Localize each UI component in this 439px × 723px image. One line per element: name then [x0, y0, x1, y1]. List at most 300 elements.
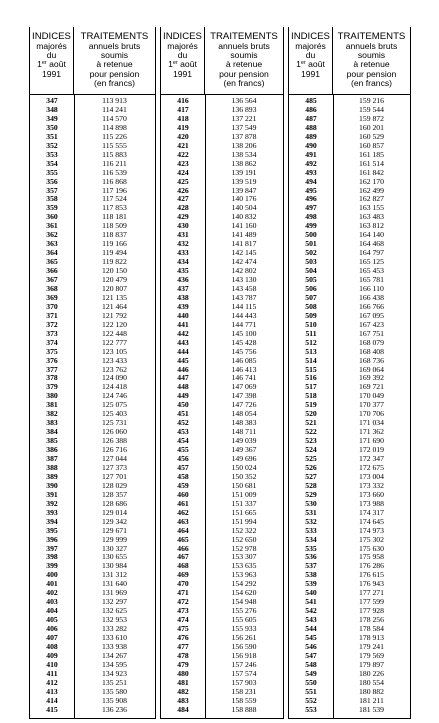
- index-cell: 415: [46, 704, 58, 714]
- index-cell: 360: [46, 212, 58, 222]
- index-cell: 357: [46, 185, 58, 195]
- traitement-cell: 136 893: [231, 104, 257, 114]
- index-cell: 421: [177, 140, 189, 150]
- index-cell: 464: [177, 525, 189, 535]
- traitement-cell: 119 166: [102, 239, 127, 249]
- traitement-cell: 122 120: [102, 319, 127, 329]
- traitement-cell: 169 064: [359, 364, 384, 374]
- index-cell: 544: [305, 624, 317, 634]
- index-cell: 547: [305, 650, 317, 660]
- traitements-title: TRAITEMENTS: [337, 31, 406, 42]
- traitement-cell: 114 898: [102, 122, 127, 132]
- traitement-cell: 135 251: [102, 677, 127, 687]
- traitement-cell: 149 367: [231, 445, 257, 455]
- index-cell: 359: [46, 203, 58, 213]
- indices-line: majorés: [36, 41, 67, 51]
- index-cell: 499: [305, 221, 317, 231]
- indices-line: du: [305, 50, 316, 61]
- index-cell: 467: [177, 552, 189, 562]
- traitement-cell: 124 746: [102, 391, 127, 401]
- traitement-cell: 132 953: [102, 615, 127, 625]
- index-cell: 482: [177, 686, 189, 696]
- index-cell: 552: [305, 695, 317, 705]
- traitements-line: annuels bruts: [218, 41, 270, 51]
- index-cell: 409: [46, 650, 58, 660]
- traitement-cell: 178 256: [359, 615, 384, 625]
- traitement-cell: 117 853: [102, 203, 127, 213]
- traitements-line: à retenue: [353, 59, 390, 70]
- index-cell: 515: [305, 364, 317, 374]
- traitement-cell: 166 110: [359, 283, 384, 293]
- index-cell: 365: [46, 257, 58, 267]
- table-block: [288, 27, 411, 719]
- index-cell: 438: [177, 292, 189, 302]
- traitement-cell: 121 792: [102, 310, 127, 320]
- index-cell: 401: [46, 579, 58, 589]
- index-cell: 394: [46, 516, 58, 526]
- traitement-cell: 159 544: [359, 104, 384, 114]
- index-cell: 529: [305, 489, 317, 499]
- index-cell: 366: [46, 266, 58, 276]
- traitement-cell: 135 908: [102, 695, 127, 705]
- traitement-cell: 141 489: [231, 230, 257, 240]
- traitement-cell: 155 605: [231, 615, 257, 625]
- traitement-cell: 127 044: [102, 454, 127, 463]
- traitement-cell: 149 696: [231, 454, 257, 463]
- index-cell: 371: [46, 310, 58, 320]
- index-cell: 380: [46, 391, 58, 401]
- traitement-cell: 147 398: [231, 391, 257, 401]
- traitement-cell: 162 499: [359, 185, 384, 195]
- index-cell: 489: [305, 131, 317, 141]
- traitement-cell: 138 534: [231, 149, 257, 159]
- index-cell: 417: [177, 104, 189, 114]
- traitement-cell: 170 706: [359, 409, 384, 419]
- traitement-cell: 134 923: [102, 668, 127, 678]
- traitement-cell: 120 807: [102, 283, 127, 293]
- index-cell: 523: [305, 436, 317, 446]
- traitements-header: [333, 27, 410, 94]
- traitements-line: annuels bruts: [88, 41, 141, 51]
- table-block: [29, 27, 156, 719]
- traitement-cell: 139 519: [231, 176, 257, 186]
- indices-title: INDICES: [163, 31, 202, 42]
- index-cell: 545: [305, 633, 317, 642]
- index-cell: 422: [177, 149, 189, 159]
- traitement-cell: 137 878: [231, 131, 257, 141]
- traitement-cell: 116 868: [102, 176, 127, 186]
- index-cell: 393: [46, 507, 58, 517]
- traitements-line: à retenue: [225, 59, 263, 70]
- traitement-cell: 148 711: [231, 427, 257, 437]
- index-cell: 373: [46, 328, 58, 338]
- traitement-cell: 165 125: [359, 257, 384, 267]
- traitement-cell: 123 762: [102, 364, 127, 374]
- index-cell: 493: [305, 167, 317, 177]
- traitements-line: pour pension: [219, 68, 269, 79]
- traitement-cell: 174 973: [359, 525, 384, 535]
- traitement-cell: 143 458: [231, 283, 257, 293]
- traitement-cell: 176 943: [359, 579, 384, 589]
- index-cell: 470: [177, 579, 189, 589]
- index-cell: 466: [177, 543, 189, 553]
- traitement-cell: 149 039: [231, 436, 257, 446]
- traitement-cell: 178 913: [359, 633, 384, 642]
- traitement-cell: 123 105: [102, 346, 127, 356]
- index-cell: 437: [177, 283, 189, 293]
- traitement-cell: 130 984: [102, 561, 127, 571]
- index-cell: 385: [46, 436, 58, 446]
- traitement-cell: 171 034: [359, 418, 384, 428]
- ordinal-superscript: er: [300, 60, 306, 67]
- index-cell: 456: [177, 454, 189, 463]
- traitement-cell: 168 408: [359, 346, 384, 356]
- index-cell: 537: [305, 561, 317, 571]
- index-cell: 541: [305, 597, 317, 607]
- index-cell: 451: [177, 409, 189, 419]
- traitement-cell: 175 958: [359, 552, 384, 562]
- traitement-cell: 126 716: [102, 445, 127, 455]
- index-cell: 525: [305, 454, 317, 463]
- indices-header: [30, 27, 74, 94]
- traitement-cell: 139 847: [231, 185, 257, 195]
- traitement-cell: 151 337: [231, 498, 257, 508]
- index-cell: 406: [46, 624, 58, 634]
- index-cell: 546: [305, 641, 317, 651]
- traitement-cell: 124 090: [102, 373, 127, 383]
- traitement-cell: 145 428: [231, 337, 257, 347]
- index-cell: 396: [46, 534, 58, 544]
- traitement-cell: 148 054: [231, 409, 257, 419]
- traitement-cell: 151 994: [231, 516, 257, 526]
- traitement-cell: 174 317: [359, 507, 384, 517]
- index-cell: 361: [46, 221, 58, 231]
- traitement-cell: 133 938: [102, 641, 127, 651]
- index-cell: 506: [305, 283, 317, 293]
- index-cell: 526: [305, 462, 317, 472]
- traitement-cell: 116 539: [102, 167, 127, 177]
- traitement-cell: 150 681: [231, 480, 257, 490]
- traitement-cell: 142 802: [231, 266, 257, 276]
- index-cell: 364: [46, 248, 58, 258]
- traitement-cell: 181 539: [359, 704, 384, 714]
- traitement-cell: 141 817: [231, 239, 257, 249]
- index-cell: 420: [177, 131, 189, 141]
- index-cell: 494: [305, 176, 317, 186]
- index-cell: 503: [305, 257, 317, 267]
- index-cell: 507: [305, 292, 317, 302]
- index-cell: 348: [46, 104, 58, 114]
- index-cell: 349: [46, 113, 58, 123]
- traitement-cell: 119 822: [102, 257, 127, 267]
- traitement-cell: 121 464: [102, 301, 127, 311]
- traitement-cell: 168 736: [359, 355, 384, 365]
- traitement-cell: 146 085: [231, 355, 257, 365]
- index-cell: 508: [305, 301, 317, 311]
- indices-line: majorés: [167, 41, 198, 51]
- traitement-cell: 179 241: [359, 641, 384, 651]
- traitement-cell: 154 620: [231, 588, 257, 598]
- index-cell: 404: [46, 606, 58, 616]
- traitement-cell: 176 286: [359, 561, 384, 571]
- index-cell: 459: [177, 480, 189, 490]
- traitements-line: pour pension: [346, 68, 397, 79]
- index-cell: 497: [305, 203, 317, 213]
- traitement-cell: 177 928: [359, 606, 384, 616]
- index-cell: 532: [305, 516, 317, 526]
- index-cell: 481: [177, 677, 189, 687]
- index-cell: 465: [177, 534, 189, 544]
- traitement-cell: 146 741: [231, 373, 257, 383]
- traitement-cell: 156 590: [231, 641, 257, 651]
- indices-line: 1991: [300, 68, 321, 79]
- index-cell: 362: [46, 230, 58, 240]
- index-cell: 517: [305, 382, 317, 392]
- index-cell: 473: [177, 606, 189, 616]
- traitement-cell: 167 751: [359, 328, 384, 338]
- table-row: [161, 706, 283, 715]
- traitements-line: soumis: [230, 50, 258, 61]
- index-cell: 491: [305, 149, 317, 159]
- index-cell: 553: [305, 704, 317, 714]
- traitement-cell: 161 185: [359, 149, 384, 159]
- traitement-cell: 140 832: [231, 212, 257, 222]
- traitement-cell: 164 468: [359, 239, 384, 249]
- index-cell: 436: [177, 275, 189, 284]
- traitement-cell: 163 483: [359, 212, 384, 222]
- index-cell: 347: [46, 96, 58, 105]
- traitement-cell: 163 812: [359, 221, 384, 231]
- traitement-cell: 130 655: [102, 552, 127, 562]
- index-cell: 443: [177, 337, 189, 347]
- traitement-cell: 127 373: [102, 462, 127, 472]
- traitement-cell: 141 160: [231, 221, 257, 231]
- index-cell: 430: [177, 221, 189, 231]
- traitement-cell: 152 650: [231, 534, 257, 544]
- index-cell: 447: [177, 373, 189, 383]
- traitement-cell: 120 150: [102, 266, 127, 276]
- traitement-cell: 161 514: [359, 158, 384, 168]
- traitement-cell: 151 009: [231, 489, 257, 499]
- index-cell: 368: [46, 283, 58, 293]
- index-cell: 411: [46, 668, 58, 678]
- indices-title: INDICES: [32, 31, 71, 42]
- traitement-cell: 148 383: [231, 418, 257, 428]
- index-cell: 354: [46, 158, 58, 168]
- index-cell: 435: [177, 266, 189, 276]
- traitement-cell: 153 635: [231, 561, 257, 571]
- index-cell: 363: [46, 239, 58, 249]
- ordinal-superscript: er: [172, 60, 178, 67]
- index-cell: 405: [46, 615, 58, 625]
- traitement-cell: 173 988: [359, 498, 384, 508]
- traitement-cell: 144 115: [231, 301, 257, 311]
- traitement-cell: 118 181: [102, 212, 127, 222]
- traitement-cell: 145 100: [231, 328, 257, 338]
- index-cell: 450: [177, 400, 189, 410]
- index-cell: 474: [177, 615, 189, 625]
- traitement-cell: 156 918: [231, 650, 257, 660]
- traitement-cell: 156 261: [231, 633, 257, 642]
- table-header: [289, 27, 410, 95]
- traitements-line: pour pension: [89, 68, 140, 79]
- traitement-cell: 117 524: [102, 194, 127, 204]
- index-cell: 397: [46, 543, 58, 553]
- index-cell: 550: [305, 677, 317, 687]
- indices-line-part: 1: [296, 59, 301, 70]
- index-cell: 448: [177, 382, 189, 392]
- traitement-cell: 129 014: [102, 507, 127, 517]
- traitement-cell: 126 060: [102, 427, 127, 437]
- traitement-cell: 155 933: [231, 624, 257, 634]
- traitement-cell: 115 226: [102, 131, 127, 141]
- index-cell: 453: [177, 427, 189, 437]
- traitement-cell: 165 781: [359, 275, 384, 284]
- traitement-cell: 145 756: [231, 346, 257, 356]
- index-cell: 500: [305, 230, 317, 240]
- indices-line: majorés: [295, 41, 326, 51]
- traitement-cell: 131 640: [102, 579, 127, 589]
- index-cell: 369: [46, 292, 58, 302]
- traitement-cell: 160 529: [359, 131, 384, 141]
- traitement-cell: 122 777: [102, 337, 127, 347]
- index-cell: 513: [305, 346, 317, 356]
- traitement-cell: 180 554: [359, 677, 384, 687]
- index-cell: 381: [46, 400, 58, 410]
- traitement-cell: 144 443: [231, 310, 257, 320]
- traitement-cell: 139 191: [231, 167, 257, 177]
- traitement-cell: 159 216: [359, 96, 384, 105]
- index-cell: 502: [305, 248, 317, 258]
- traitement-cell: 154 292: [231, 579, 257, 589]
- traitement-cell: 176 615: [359, 570, 384, 580]
- index-cell: 352: [46, 140, 58, 150]
- index-cell: 477: [177, 641, 189, 651]
- table-header: [30, 27, 155, 95]
- index-cell: 487: [305, 113, 317, 123]
- index-cell: 469: [177, 570, 189, 580]
- index-cell: 356: [46, 176, 58, 186]
- traitement-cell: 172 019: [359, 445, 384, 455]
- traitement-cell: 132 297: [102, 597, 127, 607]
- traitement-cell: 150 024: [231, 462, 257, 472]
- traitements-header: [205, 27, 283, 94]
- traitements-header: [74, 27, 155, 94]
- traitement-cell: 179 897: [359, 659, 384, 669]
- index-cell: 386: [46, 445, 58, 455]
- traitements-line: soumis: [100, 50, 129, 61]
- traitement-cell: 159 872: [359, 113, 384, 123]
- index-cell: 452: [177, 418, 189, 428]
- index-cell: 455: [177, 445, 189, 455]
- index-cell: 518: [305, 391, 317, 401]
- indices-line: du: [177, 50, 188, 61]
- index-cell: 519: [305, 400, 317, 410]
- traitement-cell: 152 322: [231, 525, 257, 535]
- index-cell: 414: [46, 695, 58, 705]
- traitement-cell: 143 130: [231, 275, 257, 284]
- index-cell: 536: [305, 552, 317, 562]
- index-cell: 432: [177, 239, 189, 249]
- traitement-cell: 128 686: [102, 498, 127, 508]
- index-cell: 431: [177, 230, 189, 240]
- table-header: [161, 27, 283, 95]
- index-cell: 383: [46, 418, 58, 428]
- traitement-cell: 171 362: [359, 427, 384, 437]
- traitement-cell: 114 570: [102, 113, 127, 123]
- index-cell: 403: [46, 597, 58, 607]
- traitement-cell: 153 963: [231, 570, 257, 580]
- index-cell: 540: [305, 588, 317, 598]
- index-cell: 441: [177, 319, 189, 329]
- index-cell: 425: [177, 176, 189, 186]
- index-cell: 413: [46, 686, 58, 696]
- traitement-cell: 134 595: [102, 659, 127, 669]
- index-cell: 485: [305, 96, 317, 105]
- index-cell: 504: [305, 266, 317, 276]
- traitement-cell: 128 029: [102, 480, 127, 490]
- index-cell: 548: [305, 659, 317, 669]
- traitement-cell: 118 509: [102, 221, 127, 231]
- index-cell: 486: [305, 104, 317, 114]
- traitement-cell: 124 418: [102, 382, 127, 392]
- index-cell: 495: [305, 185, 317, 195]
- index-cell: 488: [305, 122, 317, 132]
- traitement-cell: 128 357: [102, 489, 127, 499]
- index-cell: 551: [305, 686, 317, 696]
- index-cell: 379: [46, 382, 58, 392]
- traitement-cell: 158 888: [231, 704, 257, 714]
- traitement-cell: 163 155: [359, 203, 384, 213]
- traitement-cell: 129 671: [102, 525, 127, 535]
- index-cell: 509: [305, 310, 317, 320]
- traitement-cell: 166 766: [359, 301, 384, 311]
- traitement-cell: 115 555: [102, 140, 127, 150]
- index-cell: 410: [46, 659, 58, 669]
- traitement-cell: 167 095: [359, 310, 384, 320]
- traitement-cell: 133 282: [102, 624, 127, 634]
- index-cell: 478: [177, 650, 189, 660]
- index-cell: 528: [305, 480, 317, 490]
- traitement-cell: 165 453: [359, 266, 384, 276]
- index-cell: 533: [305, 525, 317, 535]
- index-cell: 442: [177, 328, 189, 338]
- traitement-cell: 146 413: [231, 364, 257, 374]
- traitement-cell: 173 332: [359, 480, 384, 490]
- traitement-cell: 152 978: [231, 543, 257, 553]
- index-cell: 543: [305, 615, 317, 625]
- traitements-title: TRAITEMENTS: [210, 31, 278, 42]
- index-cell: 351: [46, 131, 58, 141]
- traitement-cell: 135 580: [102, 686, 127, 696]
- index-cell: 480: [177, 668, 189, 678]
- index-cell: 423: [177, 158, 189, 168]
- traitement-cell: 142 474: [231, 257, 257, 267]
- index-cell: 424: [177, 167, 189, 177]
- index-cell: 463: [177, 516, 189, 526]
- traitement-cell: 125 403: [102, 409, 127, 419]
- traitement-cell: 172 347: [359, 454, 384, 463]
- index-cell: 458: [177, 471, 189, 481]
- index-cell: 370: [46, 301, 58, 311]
- index-cell: 382: [46, 409, 58, 419]
- traitement-cell: 140 176: [231, 194, 257, 204]
- traitements-title: TRAITEMENTS: [80, 31, 149, 42]
- indices-line-part: 1: [168, 59, 173, 70]
- traitement-cell: 155 276: [231, 606, 257, 616]
- index-cell: 426: [177, 185, 189, 195]
- index-cell: 535: [305, 543, 317, 553]
